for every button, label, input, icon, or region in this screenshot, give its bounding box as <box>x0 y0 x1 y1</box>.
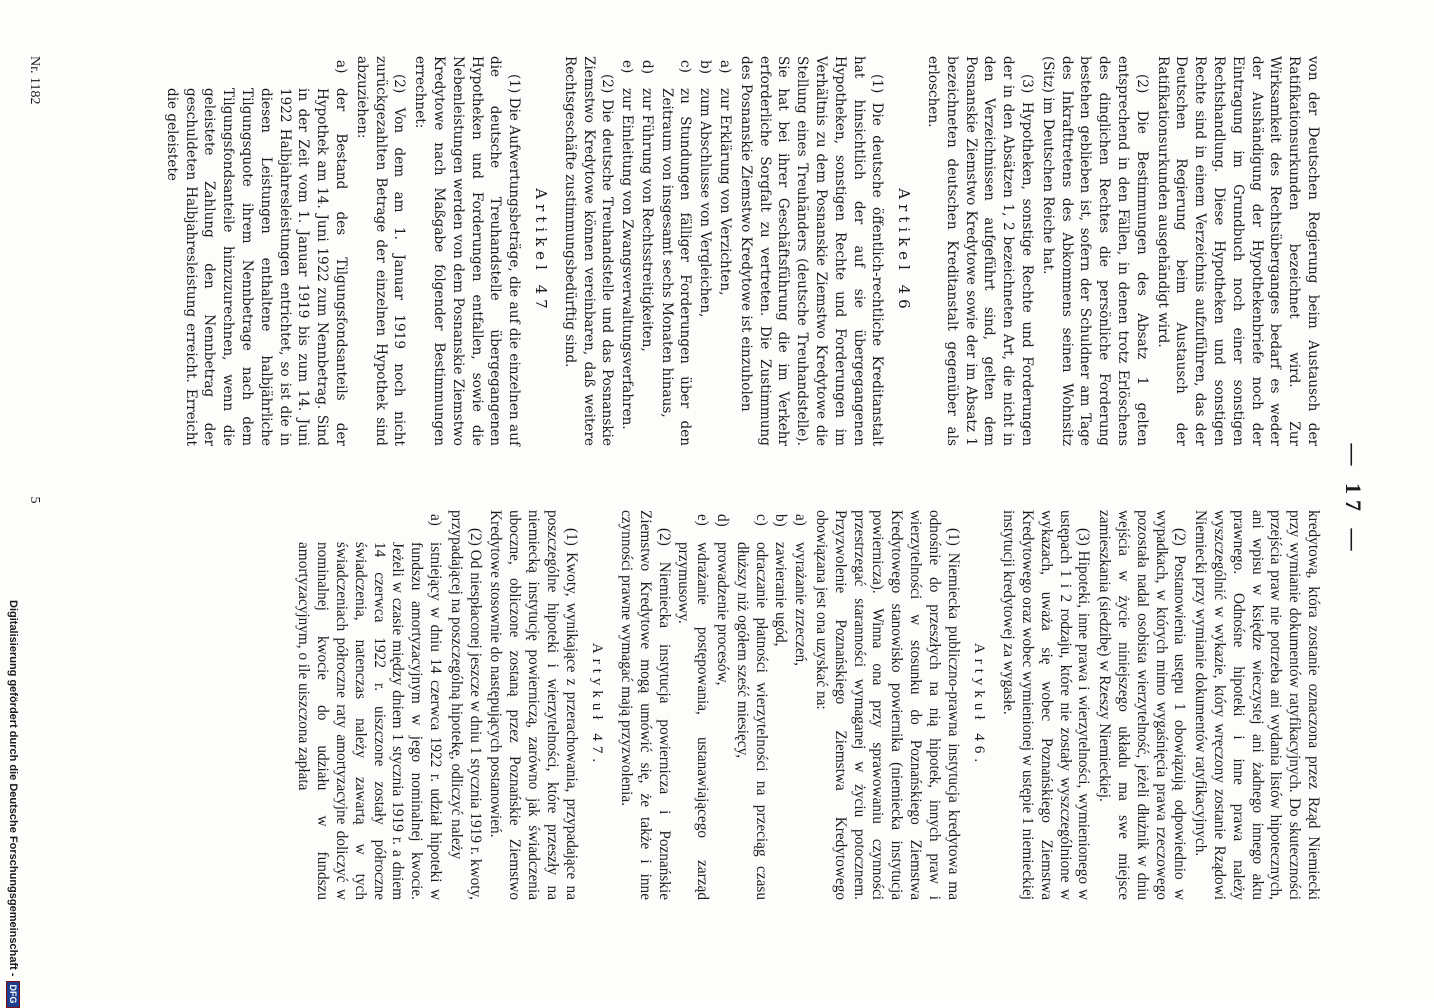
polish-article-46-items <box>674 510 810 900</box>
item-text: zu Stundungen fälliger Forderungen über den Zeitraum von insgesamt sechs Monaten hinaus, <box>658 88 694 446</box>
list-item <box>715 56 734 446</box>
item-text: wyrażanie zrzeczeń, <box>792 542 810 666</box>
item-marker: c) <box>677 60 694 73</box>
item-marker: d) <box>714 514 732 527</box>
german-article-47-title: Artikel 47 <box>531 188 550 314</box>
item-marker: e) <box>694 514 712 526</box>
list-item <box>712 510 731 900</box>
german-footer-number: Nr. 1182 <box>27 56 42 105</box>
item-marker: b) <box>772 514 790 527</box>
german-intro: von der Deutschen Regierung beim Austausch der Ratifikationsurkunden bezeichnet wird. Zur Wirksamkeit des Rechtsüberganges bedarf es weder der Aushändigung der Hypothekenbriefe noch der Eintragung im Grundbuch noch einer sonstigen Rechtshandlung. Diese Hypotheken und sonstigen Rechte sind in einem Verzeichnis aufzuführen, das der Deutschen Regierung beim Austausch der Ratifikationsurkunden ausgehändigt wird. <box>1154 56 1321 446</box>
polish-paragraph-3: (3) Hipoteki, inne prawa i wierzytelności, wymienionego w ustępach 1 i 2 rodzaju, które nie zostały wyszczególnione w wykazach, uważa się wobec Poznańskiego Ziemstwa Kredytowego oraz wobec wymienionej w ustępie 1 niemieckiej instytucji kredytowej za wygasłe. <box>1000 510 1093 900</box>
item-marker: a) <box>792 514 810 526</box>
german-paragraph-2: (2) Die Bestimmungen des Absatz 1 gelten entsprechend in den Fällen, in denen trotz Erlöschens des dinglichen Rechtes die persönliche Forderung bestehen geblieben ist, sofern der Schuldner am Tage des Inkrafttretens des Abkommens seinen Wohnsitz (Sitz) im Deutschen Reiche hat. <box>1039 56 1150 446</box>
item-text: odraczanie płatności wierzytelności na przeciąg czasu dłuższy niż ogółem sześć miesięcy, <box>733 542 770 900</box>
german-article-46-items <box>617 56 734 446</box>
list-item <box>617 56 636 446</box>
german-article-47-paragraph-1: (1) Die Aufwertungsbeträge, die auf die einzelnen auf die deutsche Treuhandstelle übergegangenen Hypotheken und Forderungen entfallen, sowie die Nebenleistungen werden von dem Posnanskie Ziemstwo Kredytowe nach Maßgabe folgender Bestimmungen errechnet: <box>412 56 523 446</box>
polish-article-46-paragraph-1: (1) Niemiecka publiczno-prawna instytucja kredytowa ma odnośnie do przeszłych na nią hipotek, innych praw i wierzytelności w stosunku do Poznańskiego Ziemstwa Kredytowego stanowisko powiernika (niemiecka instytucja powiernicza). Winna ona przy sprawowaniu czynności przestrzegać staranności wymaganej w życiu potocznem. Przyzwolenie Poznańskiego Ziemstwa Kredytowego obowiązana jest ona uzyskać na: <box>813 510 962 900</box>
german-article-46-title: Artikel 46 <box>895 188 914 314</box>
item-marker: e) <box>619 60 636 74</box>
list-item <box>696 56 715 446</box>
item-marker: d) <box>638 60 655 75</box>
page-number: — 17 — <box>1341 443 1366 557</box>
item-marker: a) <box>332 60 349 74</box>
item-text: wdrażanie postępowania, ustanawiającego zarząd przymusowy. <box>675 542 712 900</box>
item-text: zur Einleitung von Zwangsverwaltungsverfahren. <box>619 88 636 430</box>
item-text: zur Führung von Rechtsstreitigkeiten, <box>638 88 655 352</box>
item-text: prowadzenie procesów, <box>714 542 732 686</box>
polish-paragraph-2: (2) Postanowienia ustępu 1 obowiązują odpowiednio w wypadkach, w których mimo wygaśnięcia prawa rzeczowego pozostała nadal osobista wierzytelność, jeżeli dłużnik w dniu wejścia w życie niniejszego układu ma swe miejsce zamieszkania (siedzibę) w Rzeszy Niemieckiej. <box>1096 510 1189 900</box>
item-text: zum Abschlusse von Vergleichen, <box>697 88 714 318</box>
list-item <box>294 510 444 900</box>
list-item <box>674 510 712 900</box>
item-marker: c) <box>752 514 770 526</box>
polish-column <box>293 510 1322 900</box>
polish-intro: kredytową, która zostanie oznaczona przez Rząd Niemiecki przy wymianie dokumentów ratyfikacyjnych. Do skuteczności przejścia praw nie potrzeba ani wydania listów hipotecznych, ani wpisu w księdze wieczystej ani żadnego innego aktu prawnego. Odnośne hipoteki i inne prawa należy wyszczególnić w wykazie, który wręczony zostanie Rządowi Niemiecki przy wymianie dokumentów ratyfikacyjnych. <box>1192 510 1322 900</box>
digitization-note <box>4 600 22 1004</box>
item-text: der Bestand des Tilgungsfondsanteils der Hypothek am 14. Juni 1922 zum Nennbetrag. Sind in der Zeit vom 1. Januar 1919 bis zum 14. Juni 1922 Halbjahresleistungen entrichtet, so ist die in diesen Leistungen enthaltene halbjährliche Tilgungsquote ihrem Nennbetrage nach dem Tilgungsfondsanteile hinzuzurechnen, wenn die geleistete Zahlung den Nennbetrag der geschuldeten Halbjahresleistung erreicht. Erreicht die geleistete <box>163 88 349 446</box>
german-article-47-paragraph-2: (2) Von dem am 1. Januar 1919 noch nicht zurückgezahlten Betrage der einzelnen Hypothek sind abzuziehen: <box>353 56 408 446</box>
list-item <box>790 510 809 900</box>
item-marker: a) <box>426 514 444 526</box>
german-article-46-paragraph-2: (2) Die deutsche Treuhandstelle und das Posnanskie Ziemstwo Kredytowe können vereinbaren, daß weitere Rechtsgeschäfte zustimmungsbedürftig sind. <box>561 56 616 446</box>
item-marker: b) <box>697 60 714 75</box>
list-item <box>771 510 790 900</box>
polish-article-46-paragraph-2: (2) Niemiecka instytucja powiernicza i Poznańskie Ziemstwo Kredytowe mogą umówić się, że także i inne czynności prawne wymagać mają przyzwolenia. <box>618 510 673 900</box>
german-paragraph-3: (3) Hypotheken, sonstige Rechte und Forderungen der in den Absätzen 1, 2 bezeichneten Art, die nicht in den Verzeichnissen aufgeführt sind, gelten dem Posnanskie Ziemstwo Kredytowe sowie der im Absatz 1 bezeichneten deutschen Kreditanstalt gegenüber als erloschen. <box>925 56 1036 446</box>
german-article-46-paragraph-1: (1) Die deutsche öffentlich-rechtliche Kreditanstalt hat hinsichtlich der auf sie übergegangenen Hypotheken, sonstigen Rechte und Forderungen im Verhältnis zu dem Posnanskie Ziemstwo Kredytowe die Stellung eines Treuhänders (deutsche Treuhandstelle). Sie hat bei ihrer Geschäftsführung die im Verkehr erforderliche Sorgfalt zu vertreten. Die Zustimmung des Posnanskie Ziemstwo Kredytowe ist einzuholen <box>737 56 886 446</box>
list-item <box>637 56 656 446</box>
polish-article-47-paragraph-2: (2) Od niespłaconej jeszcze w dniu 1 stycznia 1919 r. kwoty, przypadającej na poszczególną hipotekę, odliczyć należy <box>447 510 484 900</box>
german-column <box>161 56 1322 446</box>
polish-footer-number: 5 <box>27 496 42 504</box>
item-text: istniejący w dniu 14 czerwca 1922 r. udział hipoteki w fundszu amortyzacyjnym w jego nominalnej kwocie. Jeżeli w czasie między dniem 1 stycznia 1919 r. a dniem 14 czerwca 1922 r. uiszczone zostały półroczne świadczenia, natenczas należy zawartą w tych świadczeniach półroczne raty amortyzacyjne doliczyć w nominalnej kwocie do udziału w fundszu amortyzacyjnym, o ile uiszczona zapłata <box>295 542 444 900</box>
item-text: zur Erklärung von Verzichten, <box>717 88 734 296</box>
item-marker: a) <box>717 60 734 74</box>
list-item <box>732 510 770 900</box>
list-item <box>657 56 695 446</box>
item-text: zawieranie ugód, <box>772 542 790 647</box>
dfg-logo: DFG <box>6 981 20 1008</box>
list-item <box>162 56 350 446</box>
polish-article-47-paragraph-1: (1) Kwoty, wynikające z przerachowania, przypadające na poszczególne hipoteki i wierzytelności, które przeszły na niemiecką instytucję powierniczą, zarówno jak świadczenia uboczne, obliczone zostaną przez Poznańskie Ziemstwo Kredytowe stosownie do następujących postanowień. <box>487 510 580 900</box>
polish-article-46-title: Artykuł 46. <box>971 642 988 768</box>
digitization-note-text: Digitalisierung gefördert durch die Deutsche Forschungsgemeinschaft - <box>7 600 19 977</box>
polish-article-47-title: Artykuł 47. <box>589 642 606 768</box>
